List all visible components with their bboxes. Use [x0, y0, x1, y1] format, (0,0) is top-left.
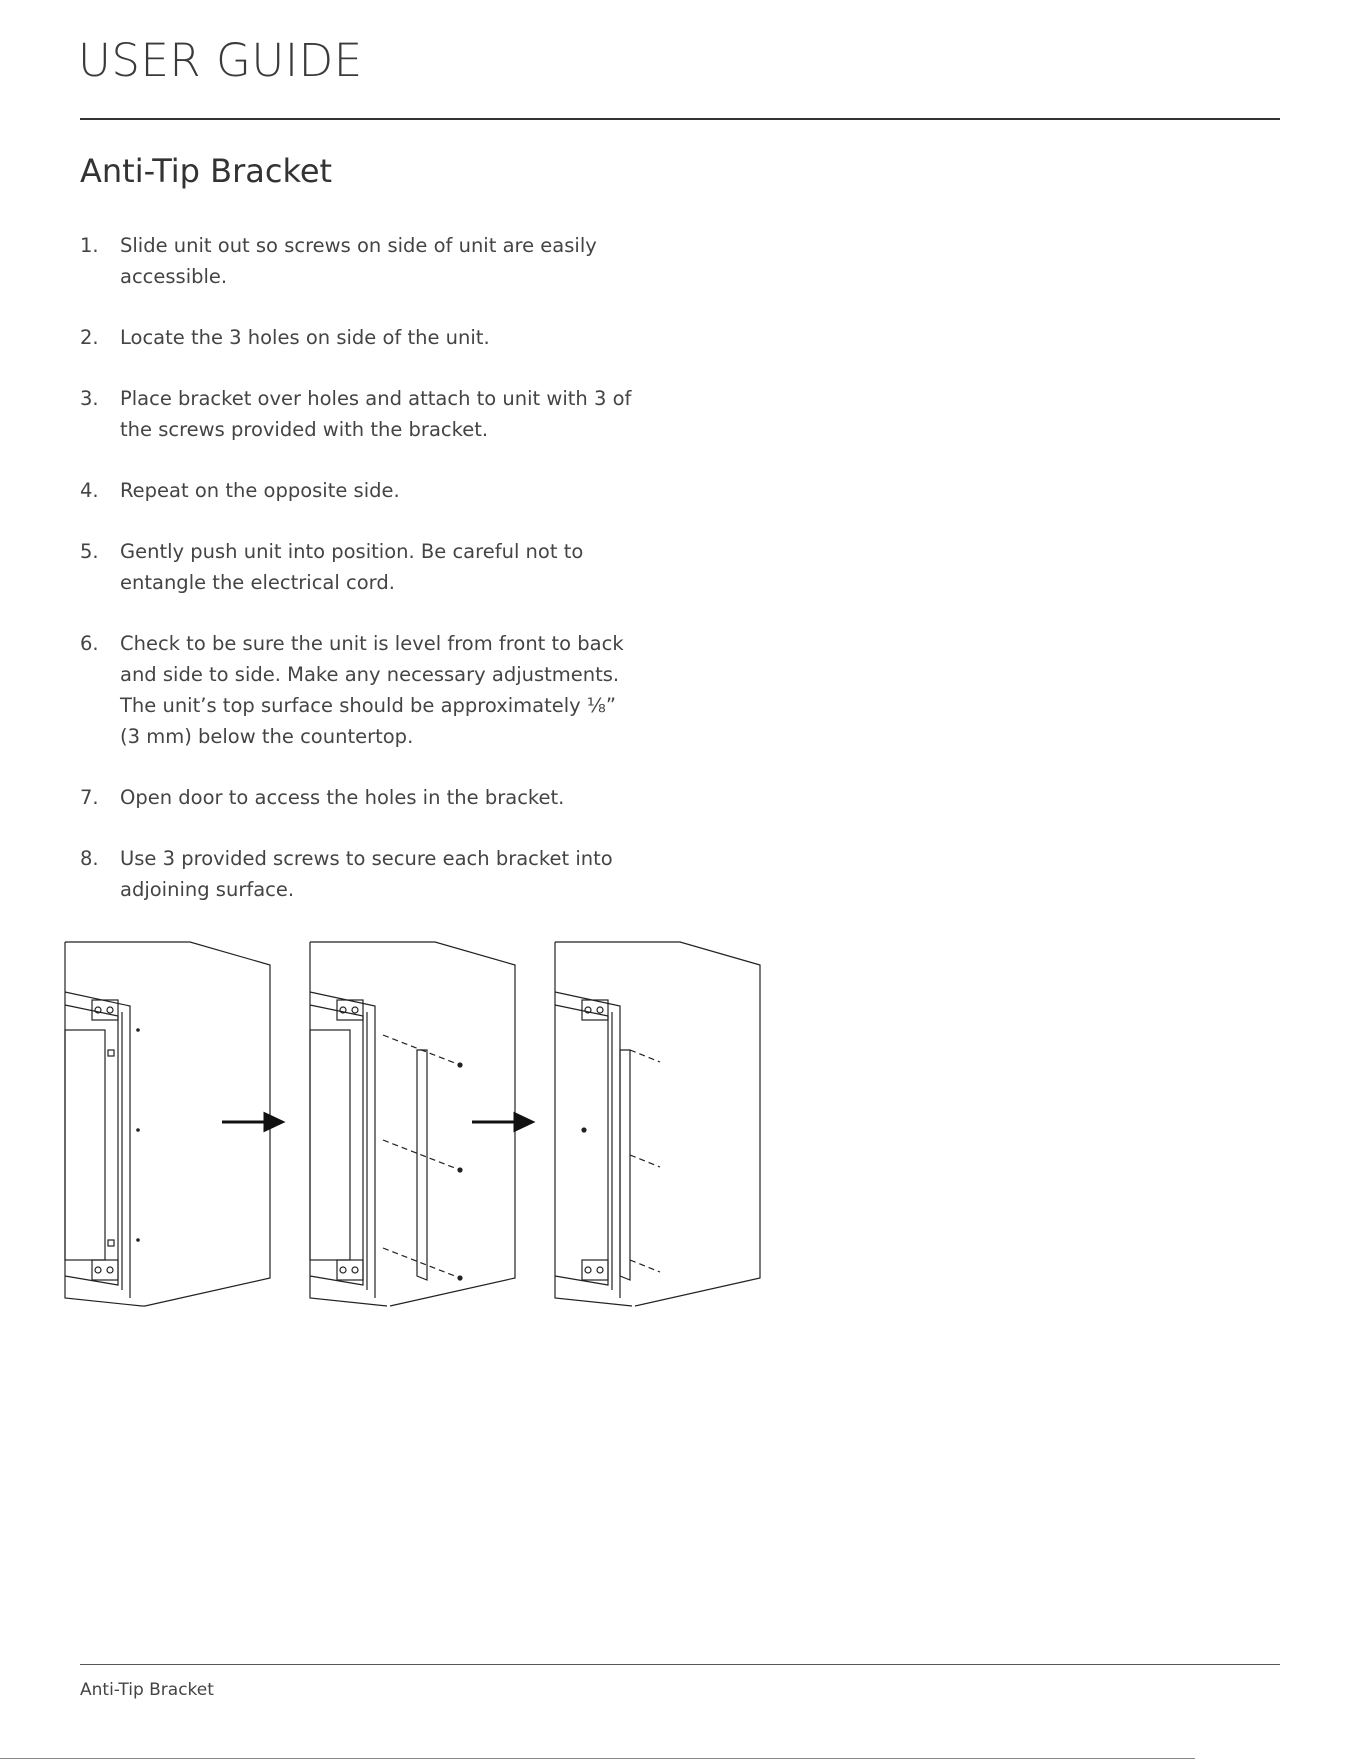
step-number: 2. [80, 326, 99, 349]
step-item [80, 322, 640, 353]
step-number: 4. [80, 479, 99, 502]
footer-divider [80, 1664, 1280, 1665]
step-text: Locate the 3 holes on side of the unit. [120, 326, 490, 349]
section-heading: Anti-Tip Bracket [80, 152, 333, 190]
page-edge-line [0, 1758, 1195, 1759]
unit-bracket-installed-illustration [555, 942, 760, 1306]
step-number: 1. [80, 234, 99, 257]
step-item [80, 782, 640, 813]
step-item [80, 475, 640, 506]
step-number: 7. [80, 786, 99, 809]
footer-label: Anti-Tip Bracket [80, 1680, 214, 1700]
arrow-right-icon [472, 1114, 532, 1130]
header-divider [80, 118, 1280, 120]
page-title: USER GUIDE [78, 34, 363, 87]
step-text: Slide unit out so screws on side of unit are easily accessible. [120, 234, 597, 288]
step-text: Gently push unit into position. Be careful not to entangle the electrical cord. [120, 540, 584, 594]
arrow-right-icon [222, 1114, 282, 1130]
instruction-steps [80, 230, 640, 935]
installation-illustration [60, 940, 780, 1310]
step-text: Check to be sure the unit is level from front to back and side to side. Make any necessary adjustments. The unit’s top surface should be approximately ⅛” (3 mm) below the countertop. [120, 632, 624, 748]
step-item [80, 383, 640, 445]
step-text: Use 3 provided screws to secure each bracket into adjoining surface. [120, 847, 613, 901]
unit-without-bracket-illustration [65, 942, 270, 1306]
step-text: Place bracket over holes and attach to unit with 3 of the screws provided with the bracket. [120, 387, 632, 441]
step-item [80, 536, 640, 598]
step-text: Open door to access the holes in the bracket. [120, 786, 565, 809]
unit-with-bracket-illustration [310, 942, 515, 1306]
step-item [80, 843, 640, 905]
step-number: 5. [80, 540, 99, 563]
step-item [80, 230, 640, 292]
step-number: 6. [80, 632, 99, 655]
step-item [80, 628, 640, 752]
step-number: 8. [80, 847, 99, 870]
step-number: 3. [80, 387, 99, 410]
step-text: Repeat on the opposite side. [120, 479, 400, 502]
